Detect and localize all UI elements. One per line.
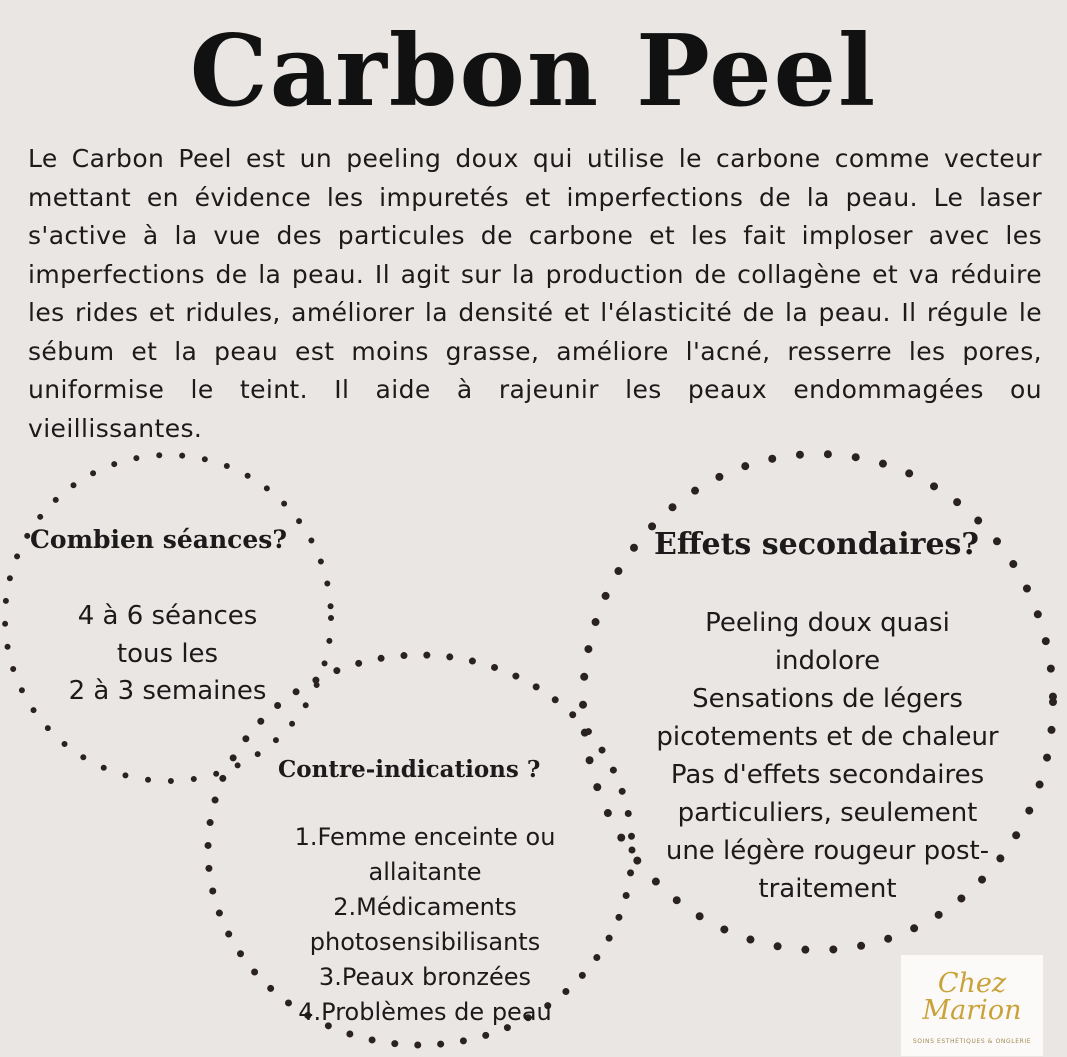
brand-logo xyxy=(901,955,1043,1056)
sessions-line: tous les xyxy=(116,638,219,669)
side-effects-heading: Effets secondaires? xyxy=(654,527,980,562)
side-effects-line: particuliers, seulement xyxy=(677,798,978,828)
contraindications-heading: Contre-indications ? xyxy=(278,756,541,783)
logo-line-1: Chez xyxy=(937,968,1007,999)
contraindications-line: 3.Peaux bronzées xyxy=(318,963,532,991)
contraindications-line: photosensibilisants xyxy=(309,928,541,956)
side-effects-line: picotements et de chaleur xyxy=(656,722,999,752)
side-effects-line: traitement xyxy=(758,874,897,904)
side-effects-line: Peeling doux quasi xyxy=(705,608,950,638)
contraindications-line: allaitante xyxy=(368,858,482,886)
side-effects-line: Pas d'effets secondaires xyxy=(670,760,985,790)
sessions-text xyxy=(40,598,295,711)
logo-wordmark xyxy=(901,970,1043,1024)
logo-line-2: Marion xyxy=(922,995,1022,1026)
side-effects-line: Sensations de légers xyxy=(692,684,963,714)
intro-paragraph: Le Carbon Peel est un peeling doux qui utilise le carbone comme vecteur mettant en évidence les impuretés et imperfections de la peau. Le laser s'active à la vue des particules de carbone et les fait imploser avec les imperfections de la peau. Il agit sur la production de collagène et va réduire les rides et ridules, améliorer la densité et l'élasticité de la peau. Il régule le sébum et la peau est moins grasse, améliore l'acné, resserre les pores, uniformise le teint. Il aide à rajeunir les peaux endommagées ou vieillissantes. xyxy=(28,144,1042,443)
side-effects-line: une légère rougeur post- xyxy=(665,836,990,866)
sessions-line: 2 à 3 semaines xyxy=(68,676,267,706)
side-effects-line: indolore xyxy=(774,646,881,676)
contraindications-line: 2.Médicaments xyxy=(333,893,517,921)
contraindications-line: 4.Problèmes de peau xyxy=(298,998,552,1026)
contraindications-line: 1.Femme enceinte ou xyxy=(294,823,556,851)
sessions-line: 4 à 6 séances xyxy=(77,601,258,631)
page-title: Carbon Peel xyxy=(189,14,878,129)
contraindications-text xyxy=(270,820,580,1030)
sessions-heading: Combien séances? xyxy=(30,525,287,554)
logo-tagline: SOINS ESTHÉTIQUES & ONGLERIE xyxy=(912,1038,1032,1045)
side-effects-text xyxy=(645,604,1010,908)
